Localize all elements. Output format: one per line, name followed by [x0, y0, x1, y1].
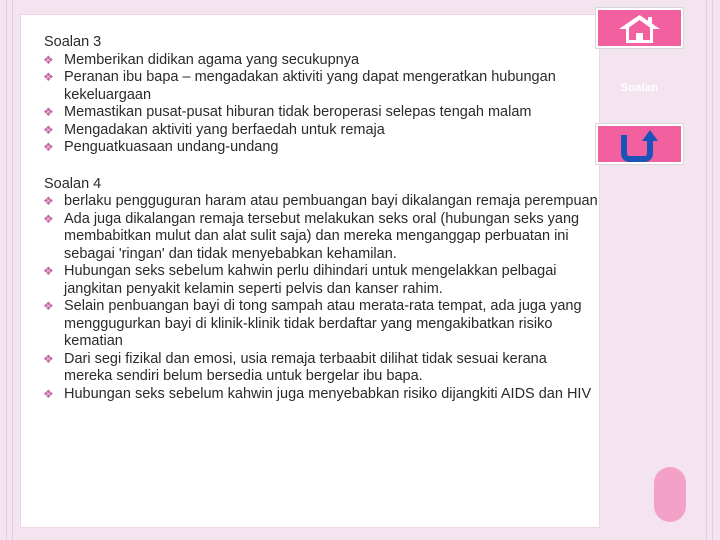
- diamond-bullet-icon: ❖: [43, 211, 54, 226]
- diamond-bullet-icon: ❖: [43, 264, 54, 278]
- list-item-text: Dari segi fizikal dan emosi, usia remaja terbaabit dilihat tidak sesuai kerana mereka sendiri belum bersedia untuk bergelar ibu bapa.: [64, 350, 547, 384]
- diamond-bullet-icon: ❖: [43, 52, 54, 67]
- diamond-bullet-icon: ❖: [43, 299, 54, 313]
- list-item: [42, 69, 598, 104]
- list-item: [42, 104, 598, 122]
- decorative-blob: [654, 467, 686, 522]
- list-item-text: Penguatkuasaan undang-undang: [64, 139, 279, 155]
- slide-text: [42, 34, 598, 403]
- background-stripe-left-2: [12, 0, 13, 540]
- list-item-text: Hubungan seks sebelum kahwin juga menyebabkan risiko dijangkiti AIDS dan HIV: [64, 385, 592, 402]
- list-item: [42, 351, 598, 386]
- bullet-list: [42, 193, 598, 403]
- background-stripe-left: [6, 0, 7, 540]
- u-turn-arrow-icon: [598, 126, 681, 162]
- diamond-bullet-icon: ❖: [43, 351, 54, 366]
- list-item-text: Mengadakan aktiviti yang berfaedah untuk remaja: [64, 121, 385, 138]
- diamond-bullet-icon: ❖: [43, 105, 54, 119]
- diamond-bullet-icon: ❖: [43, 386, 54, 401]
- diamond-bullet-icon: ❖: [43, 194, 54, 208]
- list-item-text: Peranan ibu bapa – mengadakan aktiviti yang dapat mengeratkan hubungan kekeluargaan: [64, 69, 556, 103]
- diamond-bullet-icon: ❖: [43, 122, 54, 137]
- diamond-bullet-icon: ❖: [43, 140, 54, 154]
- list-item: [42, 263, 598, 298]
- list-item-text: berlaku pengguguran haram atau pembuangan bayi dikalangan remaja perempuan: [64, 193, 598, 209]
- list-item-text: Hubungan seks sebelum kahwin perlu dihindari untuk mengelakkan pelbagai jangkitan penyakit kelamin seperti pelvis dan kanser rahim.: [64, 263, 557, 297]
- list-item: [42, 122, 598, 140]
- section-title: Soalan 4: [44, 175, 102, 192]
- list-item: [42, 139, 598, 157]
- soalan-nav-label[interactable]: Soalan: [620, 82, 659, 94]
- background-stripe-right-2: [712, 0, 713, 540]
- section-title: Soalan 3: [44, 34, 102, 50]
- list-item-text: Memastikan pusat-pusat hiburan tidak beroperasi selepas tengah malam: [64, 104, 532, 120]
- return-button[interactable]: [596, 124, 683, 164]
- list-item: [42, 386, 598, 404]
- list-item-text: Ada juga dikalangan remaja tersebut melakukan seks oral (hubungan seks yang membabitkan mulut dan alat sulit saja) dan mereka menganggap perbuatan ini sebagai 'ringan' dan tidak menyebabkan kehamilan.: [64, 210, 580, 262]
- list-item-text: Memberikan didikan agama yang secukupnya: [64, 51, 360, 68]
- section-soalan-3: [42, 34, 598, 157]
- list-item: [42, 211, 598, 264]
- bullet-list: [42, 52, 598, 157]
- list-item: [42, 193, 598, 211]
- list-item: [42, 298, 598, 351]
- home-button[interactable]: [596, 8, 683, 48]
- background-stripe-right: [706, 0, 707, 540]
- section-soalan-4: [42, 176, 598, 404]
- section-gap: [42, 157, 598, 176]
- diamond-bullet-icon: ❖: [43, 70, 54, 84]
- list-item-text: Selain penbuangan bayi di tong sampah atau merata-rata tempat, ada juga yang menggugurkan bayi di klinik-klinik tidak berdaftar yang mengakibatkan risiko kematian: [64, 298, 582, 349]
- home-icon: [598, 10, 681, 46]
- list-item: [42, 52, 598, 70]
